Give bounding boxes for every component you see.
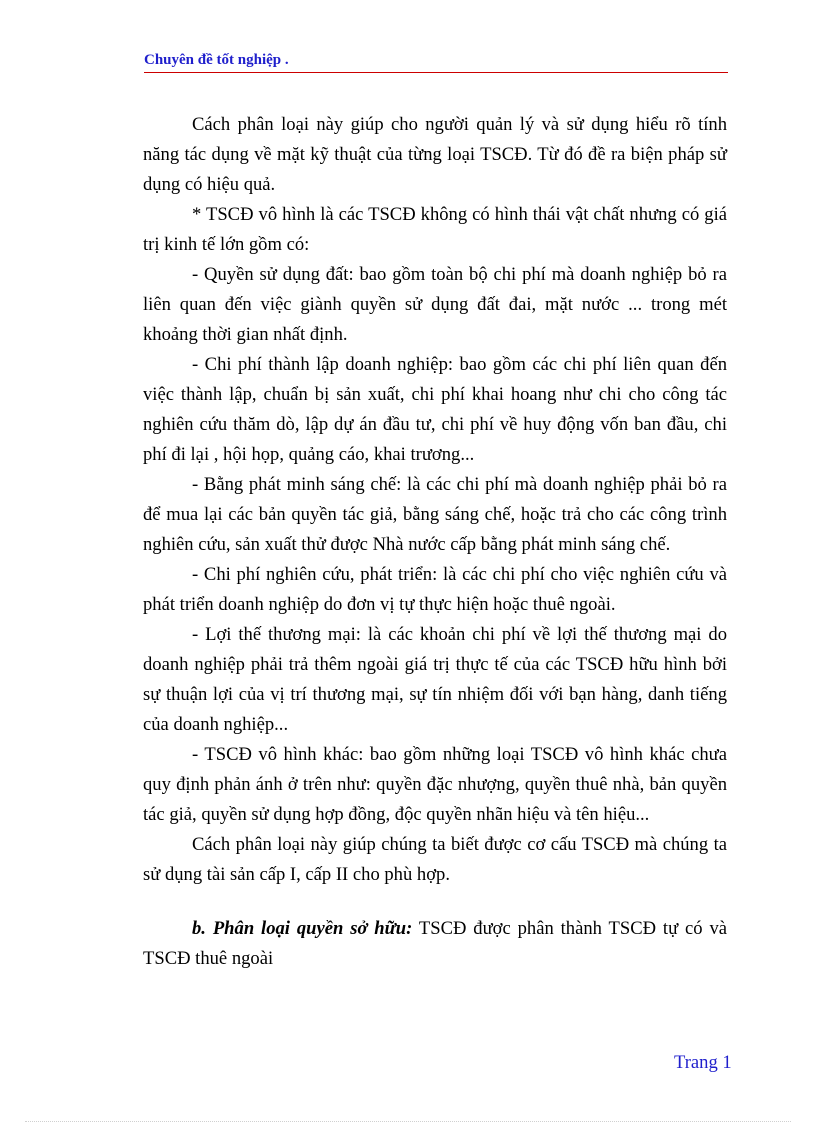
paragraph-classification-intro: Cách phân loại này giúp cho người quản lý và sử dụng hiểu rõ tính năng tác dụng về mặt kỹ thuật của từng loại TSCĐ. Từ đó đề ra biện pháp sử dụng có hiệu quả.: [143, 114, 727, 195]
paragraph-intangible-assets: * TSCĐ vô hình là các TSCĐ không có hình thái vật chất nhưng có giá trị kinh tế lớn gồm có:: [143, 204, 727, 255]
page-number: Trang 1: [674, 1052, 732, 1073]
page-header: [144, 50, 728, 73]
paragraph-research-development: - Chi phí nghiên cứu, phát triển: là các chi phí cho việc nghiên cứu và phát triển doanh nghiệp do đơn vị tự thực hiện hoặc thuê ngoài.: [143, 564, 727, 615]
section-b-text: TSCĐ được phân thành TSCĐ tự có và TSCĐ thuê ngoài: [143, 918, 728, 969]
section-b-paragraph: [143, 914, 727, 974]
page-bottom-border: [25, 1121, 791, 1122]
section-b-heading: b. Phân loại quyền sở hữu:: [192, 918, 413, 939]
paragraph-goodwill: - Lợi thế thương mại: là các khoản chi phí về lợi thế thương mại do doanh nghiệp phải trả thêm ngoài giá trị thực tế của các TSCĐ hữu hình bởi sự thuận lợi của vị trí thương mại, sự tín nhiệm đối với bạn hàng, danh tiếng của doanh nghiệp...: [143, 624, 727, 735]
document-body: [143, 110, 727, 974]
header-title: Chuyên đề tốt nghiệp .: [144, 52, 289, 68]
paragraph-patents: - Bằng phát minh sáng chế: là các chi phí mà doanh nghiệp phải bỏ ra để mua lại các bản quyền tác giả, bằng sáng chế, hoặc trả cho các công trình nghiên cứu, sản xuất thử được Nhà nước cấp bằng phát minh sáng chế.: [143, 474, 727, 555]
paragraph-land-use-rights: - Quyền sử dụng đất: bao gồm toàn bộ chi phí mà doanh nghiệp bỏ ra liên quan đến việc giành quyền sử dụng đất đai, mặt nước ... trong mét khoảng thời gian nhất định.: [143, 264, 727, 345]
paragraph-establishment-costs: - Chi phí thành lập doanh nghiệp: bao gồm các chi phí liên quan đến việc thành lập, chuẩn bị sản xuất, chi phí khai hoang như chi cho công tác nghiên cứu thăm dò, lập dự án đầu tư, chi phí về huy động vốn ban đầu, chi phí đi lại , hội họp, quảng cáo, khai trương...: [143, 354, 727, 465]
paragraph-classification-summary: Cách phân loại này giúp chúng ta biết được cơ cấu TSCĐ mà chúng ta sử dụng tài sản cấp I, cấp II cho phù hợp.: [143, 834, 727, 885]
paragraph-other-intangibles: - TSCĐ vô hình khác: bao gồm những loại TSCĐ vô hình khác chưa quy định phản ánh ở trên như: quyền đặc nhượng, quyền thuê nhà, bản quyền tác giả, quyền sử dụng hợp đồng, độc quyền nhãn hiệu và tên hiệu...: [143, 744, 727, 825]
